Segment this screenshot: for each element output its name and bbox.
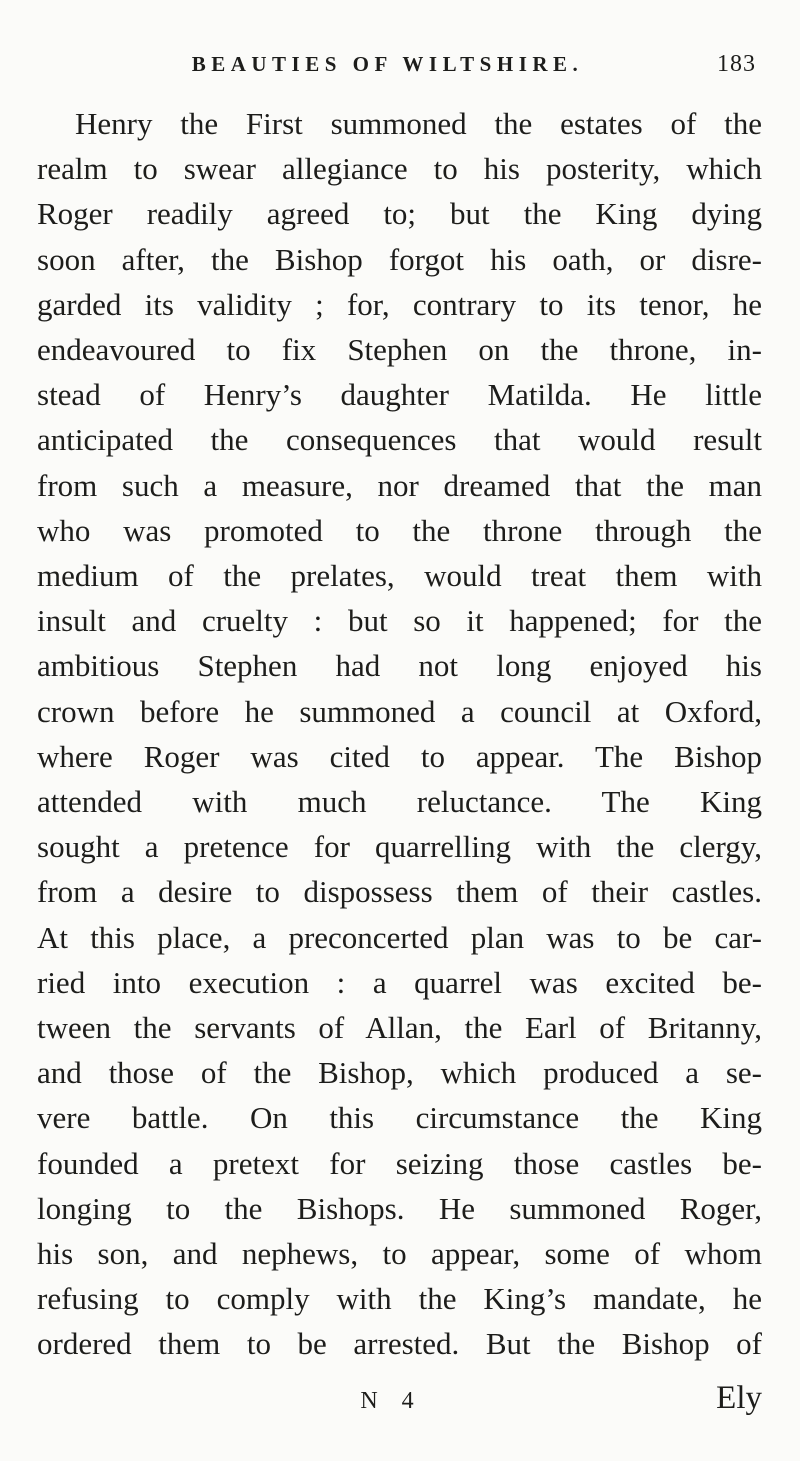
text-line: from such a measure, nor dreamed that the man bbox=[37, 467, 762, 503]
text-line: ambitious Stephen had not long enjoyed his bbox=[37, 648, 762, 684]
running-head bbox=[37, 46, 762, 82]
text-line: his son, and nephews, to appear, some of whom bbox=[37, 1236, 762, 1272]
body-text bbox=[37, 101, 762, 1367]
text-line: endeavoured to fix Stephen on the throne, in- bbox=[37, 332, 762, 368]
text-line: tween the servants of Allan, the Earl of Britanny, bbox=[37, 1010, 762, 1046]
text-line: vere battle. On this circumstance the King bbox=[37, 1100, 762, 1136]
text-line: crown before he summoned a council at Oxford, bbox=[37, 693, 762, 729]
text-line: refusing to comply with the King’s mandate, he bbox=[37, 1281, 762, 1317]
text-line: realm to swear allegiance to his posterity, which bbox=[37, 151, 762, 187]
catchword: Ely bbox=[716, 1380, 762, 1416]
text-line: medium of the prelates, would treat them with bbox=[37, 558, 762, 594]
page-footer bbox=[37, 1376, 762, 1436]
text-line: attended with much reluctance. The King bbox=[37, 784, 762, 820]
page-number: 183 bbox=[717, 51, 756, 77]
text-line: At this place, a preconcerted plan was to be car- bbox=[37, 919, 762, 955]
text-line: from a desire to dispossess them of their castles. bbox=[37, 874, 762, 910]
text-line: insult and cruelty : but so it happened; for the bbox=[37, 603, 762, 639]
text-line: Henry the First summoned the estates of the bbox=[75, 106, 762, 141]
text-line: anticipated the consequences that would result bbox=[37, 422, 762, 458]
text-line: founded a pretext for seizing those castles be- bbox=[37, 1145, 762, 1181]
text-line: longing to the Bishops. He summoned Roger, bbox=[37, 1190, 762, 1226]
text-line: ordered them to be arrested. But the Bishop of bbox=[37, 1326, 762, 1362]
signature-mark: N 4 bbox=[360, 1388, 415, 1414]
text-line: soon after, the Bishop forgot his oath, or disre- bbox=[37, 241, 762, 277]
text-line: and those of the Bishop, which produced a se- bbox=[37, 1055, 762, 1091]
text-line: sought a pretence for quarrelling with the clergy, bbox=[37, 829, 762, 865]
text-line: Roger readily agreed to; but the King dying bbox=[37, 196, 762, 232]
text-line: where Roger was cited to appear. The Bishop bbox=[37, 738, 762, 774]
text-line: who was promoted to the throne through the bbox=[37, 512, 762, 548]
text-line: stead of Henry’s daughter Matilda. He little bbox=[37, 377, 762, 413]
text-line: garded its validity ; for, contrary to its tenor, he bbox=[37, 286, 762, 322]
text-line: ried into execution : a quarrel was excited be- bbox=[37, 964, 762, 1000]
page-title: BEAUTIES OF WILTSHIRE. bbox=[191, 52, 584, 76]
